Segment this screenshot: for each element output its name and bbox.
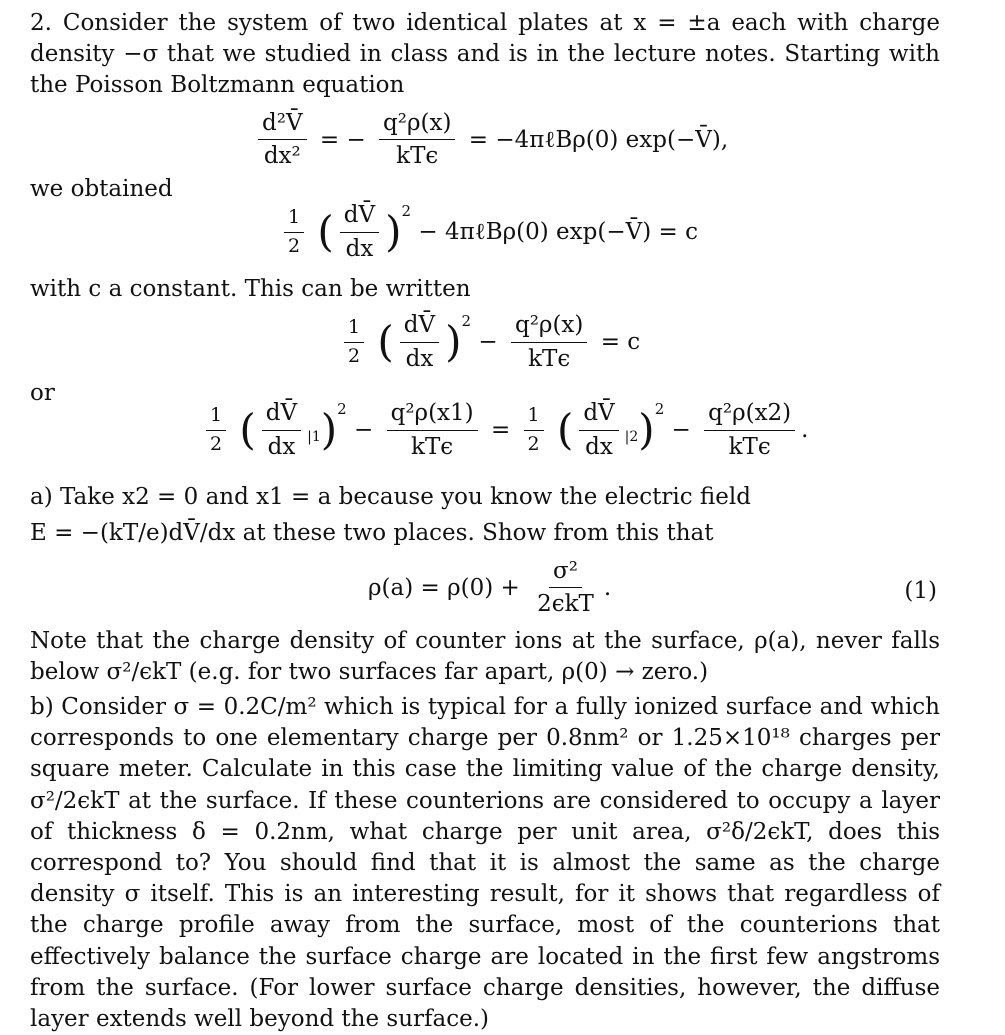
first-integral-equation: $\frac{1}{2}$ ( $\frac{dV̄}{dx}$ )$^2$ − 4πℓBρ(0) exp(−V̄) = c xyxy=(278,202,698,262)
problem-intro: 2. Consider the system of two identical plates at x = ±a each with charge density −σ that we studied in class and is in the lecture notes. Starting with the Poisson Boltzmann equation xyxy=(30,10,940,99)
surface-density-equation: ρ(a) = ρ(0) + $\frac{\text{σ²}}{\text{2ϵkT}}$ . xyxy=(368,558,612,618)
two-point-equation: $\frac{1}{2}$ ( $\frac{dV̄}{dx}$ $_{|1}$)$^2$ − $\frac{\text{q²ρ(x1)}}{\text{kTϵ}}$ = $\frac{1}{2}$ ( $\frac{dV̄}{dx}$ $_{|2}$)$^2$ − $\frac{\text{q²ρ(x2)}}{\text{kTϵ}}$ . xyxy=(200,400,808,460)
part-b-paragraph: b) Consider σ = 0.2C/m² which is typical for a fully ionized surface and which corresponds to one elementary charge per 0.8nm² or 1.25×10¹⁸ charges per square meter. Calculate in this case the limiting value of the charge density, σ²/2ϵkT at the surface. If these counterions are considered to occupy a layer of thickness δ = 0.2nm, what charge per unit area, σ²δ/2ϵkT, does this correspond to? You should find that it is almost the same as the charge density σ itself. This is an interesting result, for it shows that regardless of the charge profile away from the surface, most of the counterions that effectively balance the surface charge are located in the first few angstroms from the surface. (For lower surface charge densities, however, the diffuse layer extends well beyond the surface.) xyxy=(30,694,940,1033)
rewritten-equation: $\frac{1}{2}$ ( $\frac{dV̄}{dx}$ )$^2$ − $\frac{\text{q²ρ(x)}}{\text{kTϵ}}$ = c xyxy=(338,312,640,372)
or-text: or xyxy=(30,380,55,406)
with-c-text: with c a constant. This can be written xyxy=(30,276,471,302)
part-a-line2: E = −(kT/e)dV̄/dx at these two places. Show from this that xyxy=(30,520,714,546)
we-obtained-text: we obtained xyxy=(30,176,173,202)
equation-number: (1) xyxy=(904,578,937,604)
poisson-boltzmann-equation: $\frac{\text{d²V̄}}{\text{dx²}}$ = − $\frac{\text{q²ρ(x)}}{\text{kTϵ}}$ = −4πℓBρ(0) exp(−V̄), xyxy=(252,110,728,170)
part-a-line1: a) Take x2 = 0 and x1 = a because you know the electric field xyxy=(30,484,751,510)
note-paragraph: Note that the charge density of counter ions at the surface, ρ(a), never falls below σ²/ϵkT (e.g. for two surfaces far apart, ρ(0) → zero.) xyxy=(30,628,940,686)
